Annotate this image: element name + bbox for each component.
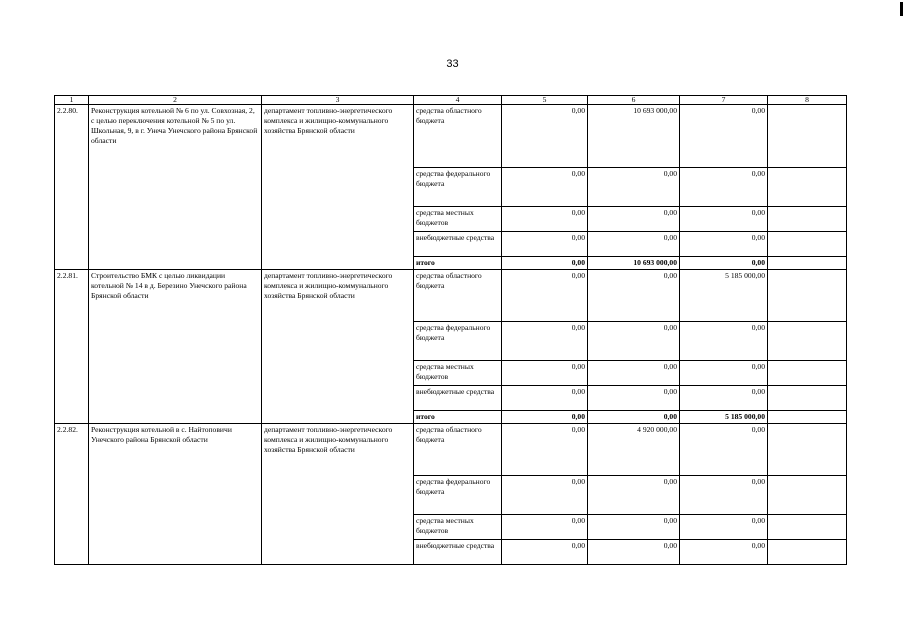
cell-value: 0,00 <box>502 386 588 411</box>
cell-empty <box>768 424 847 476</box>
funding-source: средства федерального бюджета <box>414 168 502 207</box>
total-value: 10 693 000,00 <box>588 257 680 270</box>
table-row <box>55 270 847 322</box>
page-number: 33 <box>446 58 459 70</box>
cell-empty <box>768 168 847 207</box>
col-number-6: 6 <box>588 96 680 105</box>
funding-source: средства местных бюджетов <box>414 515 502 540</box>
total-value: 0,00 <box>680 257 768 270</box>
total-value: 0,00 <box>588 411 680 424</box>
item-number: 2.2.80. <box>55 105 89 270</box>
total-value: 5 185 000,00 <box>680 411 768 424</box>
cell-value: 0,00 <box>680 322 768 361</box>
col-number-5: 5 <box>502 96 588 105</box>
item-name: Реконструкция котельной № 6 по ул. Совхозная, 2, с целью переключения котельной № 5 по ул. Школьная, 9, в г. Унеча Унечского района Брянской области <box>89 105 262 270</box>
cell-value: 0,00 <box>502 105 588 168</box>
cell-value: 0,00 <box>588 386 680 411</box>
cell-value: 0,00 <box>588 207 680 232</box>
funding-source: средства областного бюджета <box>414 270 502 322</box>
col-number-3: 3 <box>262 96 414 105</box>
table-row <box>55 424 847 476</box>
cell-value: 0,00 <box>588 270 680 322</box>
cell-empty <box>768 476 847 515</box>
cell-value: 0,00 <box>502 424 588 476</box>
cell-value: 0,00 <box>680 361 768 386</box>
funding-source: средства местных бюджетов <box>414 361 502 386</box>
cell-empty <box>768 515 847 540</box>
budget-table <box>54 95 847 565</box>
cell-value: 0,00 <box>502 540 588 565</box>
cell-value: 0,00 <box>588 476 680 515</box>
cell-value: 0,00 <box>680 105 768 168</box>
cell-value: 0,00 <box>588 168 680 207</box>
cell-value: 0,00 <box>680 540 768 565</box>
cell-value: 5 185 000,00 <box>680 270 768 322</box>
funding-source: внебюджетные средства <box>414 232 502 257</box>
total-value: 0,00 <box>502 411 588 424</box>
cell-value: 0,00 <box>502 168 588 207</box>
cell-value: 0,00 <box>680 232 768 257</box>
cell-value: 0,00 <box>588 515 680 540</box>
cell-value: 0,00 <box>680 207 768 232</box>
item-number: 2.2.81. <box>55 270 89 424</box>
funding-source: средства местных бюджетов <box>414 207 502 232</box>
cell-value: 0,00 <box>680 476 768 515</box>
item-executor: департамент топливно-энергетического комплекса и жилищно-коммунального хозяйства Брянской области <box>262 424 414 565</box>
funding-source: внебюджетные средства <box>414 540 502 565</box>
cell-empty <box>768 232 847 257</box>
cell-empty <box>768 257 847 270</box>
cell-value: 0,00 <box>502 270 588 322</box>
cell-empty <box>768 540 847 565</box>
cell-value: 0,00 <box>680 424 768 476</box>
cell-value: 0,00 <box>502 361 588 386</box>
cell-empty <box>768 270 847 322</box>
scan-edge-mark <box>900 2 903 16</box>
cell-value: 0,00 <box>502 232 588 257</box>
column-number-row <box>55 96 847 105</box>
cell-value: 0,00 <box>502 476 588 515</box>
cell-empty <box>768 386 847 411</box>
item-name: Реконструкция котельной в с. Найтоповичи Унечского района Брянской области <box>89 424 262 565</box>
cell-value: 0,00 <box>588 232 680 257</box>
cell-value: 10 693 000,00 <box>588 105 680 168</box>
cell-value: 0,00 <box>680 168 768 207</box>
funding-source: внебюджетные средства <box>414 386 502 411</box>
cell-value: 0,00 <box>502 322 588 361</box>
col-number-8: 8 <box>768 96 847 105</box>
cell-value: 0,00 <box>680 386 768 411</box>
total-label: итого <box>414 257 502 270</box>
cell-empty <box>768 322 847 361</box>
item-executor: департамент топливно-энергетического комплекса и жилищно-коммунального хозяйства Брянской области <box>262 270 414 424</box>
funding-source: средства федерального бюджета <box>414 476 502 515</box>
cell-value: 0,00 <box>588 540 680 565</box>
cell-empty <box>768 207 847 232</box>
col-number-4: 4 <box>414 96 502 105</box>
col-number-1: 1 <box>55 96 89 105</box>
funding-source: средства областного бюджета <box>414 105 502 168</box>
funding-source: средства федерального бюджета <box>414 322 502 361</box>
table-row <box>55 105 847 168</box>
cell-value: 0,00 <box>680 515 768 540</box>
cell-empty <box>768 105 847 168</box>
cell-value: 0,00 <box>588 361 680 386</box>
total-label: итого <box>414 411 502 424</box>
col-number-2: 2 <box>89 96 262 105</box>
col-number-7: 7 <box>680 96 768 105</box>
cell-value: 0,00 <box>502 207 588 232</box>
cell-value: 0,00 <box>502 515 588 540</box>
cell-empty <box>768 411 847 424</box>
funding-source: средства областного бюджета <box>414 424 502 476</box>
cell-value: 0,00 <box>588 322 680 361</box>
item-executor: департамент топливно-энергетического комплекса и жилищно-коммунального хозяйства Брянской области <box>262 105 414 270</box>
cell-value: 4 920 000,00 <box>588 424 680 476</box>
item-number: 2.2.82. <box>55 424 89 565</box>
item-name: Строительство БМК с целью ликвидации котельной № 14 в д. Березино Унечского района Брянской области <box>89 270 262 424</box>
total-value: 0,00 <box>502 257 588 270</box>
cell-empty <box>768 361 847 386</box>
